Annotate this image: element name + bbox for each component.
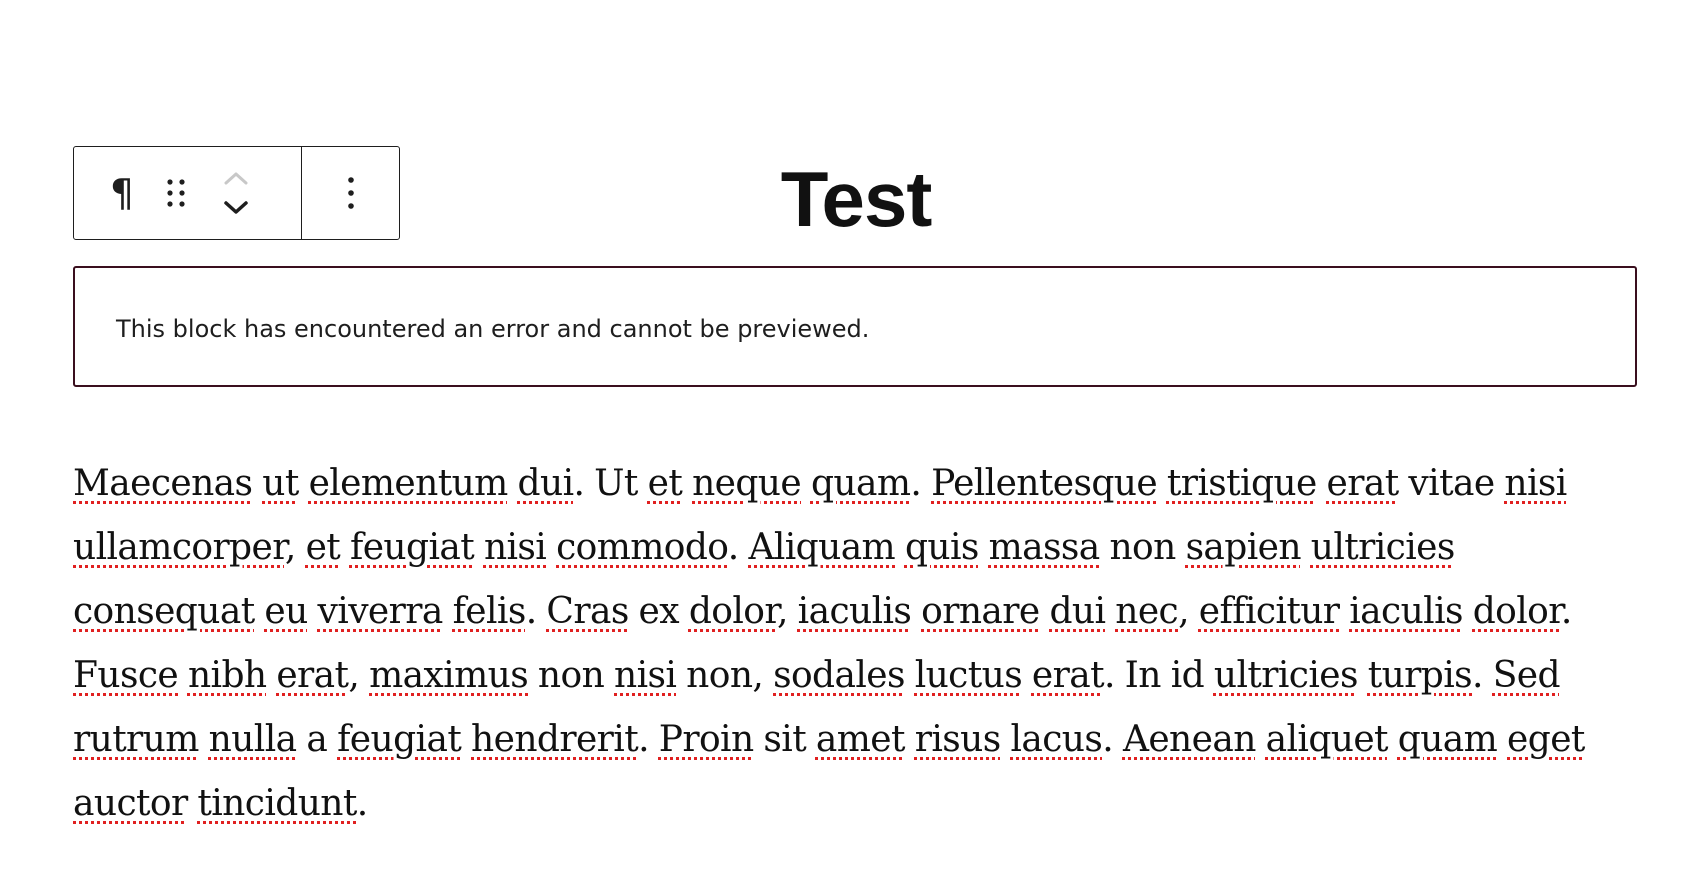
misspelled-word: risus bbox=[914, 719, 1001, 760]
paragraph-text bbox=[266, 655, 276, 696]
misspelled-word: elementum bbox=[308, 463, 508, 504]
paragraph-text: a bbox=[296, 719, 338, 760]
misspelled-word: commodo bbox=[556, 527, 728, 568]
block-error-notice[interactable] bbox=[73, 266, 1637, 387]
misspelled-word: Aliquam bbox=[748, 527, 896, 568]
misspelled-word: ultricies bbox=[1213, 655, 1358, 696]
misspelled-word: quis bbox=[904, 527, 979, 568]
block-movers bbox=[216, 153, 256, 233]
paragraph-line bbox=[73, 644, 1653, 708]
paragraph-text bbox=[252, 463, 262, 504]
paragraph-text: . Ut bbox=[573, 463, 648, 504]
misspelled-word: neque bbox=[692, 463, 802, 504]
paragraph-text bbox=[1040, 591, 1050, 632]
misspelled-word: eget bbox=[1507, 719, 1585, 760]
paragraph-text: vitae bbox=[1398, 463, 1505, 504]
paragraph-text: . bbox=[525, 591, 547, 632]
paragraph-text: . bbox=[1472, 655, 1493, 696]
misspelled-word: Cras bbox=[546, 591, 629, 632]
paragraph-text bbox=[682, 463, 692, 504]
paragraph-text bbox=[801, 463, 811, 504]
misspelled-word: turpis bbox=[1367, 655, 1473, 696]
paragraph-text bbox=[905, 655, 915, 696]
misspelled-word: consequat bbox=[73, 591, 255, 632]
misspelled-word: et bbox=[647, 463, 683, 504]
paragraph-text bbox=[979, 527, 989, 568]
error-message: This block has encountered an error and cannot be previewed. bbox=[116, 314, 870, 343]
paragraph-text bbox=[905, 719, 915, 760]
misspelled-word: viverra bbox=[317, 591, 443, 632]
misspelled-word: dolor bbox=[688, 591, 777, 632]
paragraph-text: ex bbox=[628, 591, 689, 632]
misspelled-word: Maecenas bbox=[73, 463, 253, 504]
paragraph-text bbox=[1339, 591, 1349, 632]
paragraph-text: . In id bbox=[1103, 655, 1214, 696]
paragraph-text bbox=[308, 591, 318, 632]
misspelled-word: quam bbox=[1397, 719, 1498, 760]
paragraph-text bbox=[1388, 719, 1398, 760]
misspelled-word: sapien bbox=[1185, 527, 1301, 568]
misspelled-word: ullamcorper bbox=[73, 527, 285, 568]
misspelled-word: nisi bbox=[1504, 463, 1567, 504]
misspelled-word: Sed bbox=[1492, 655, 1560, 696]
misspelled-word: sodales bbox=[773, 655, 905, 696]
misspelled-word: felis bbox=[452, 591, 526, 632]
misspelled-word: nisi bbox=[614, 655, 677, 696]
misspelled-word: eu bbox=[264, 591, 308, 632]
misspelled-word: tincidunt bbox=[197, 783, 357, 824]
move-down-button[interactable] bbox=[216, 193, 256, 223]
paragraph-text bbox=[1317, 463, 1327, 504]
paragraph-text bbox=[1001, 719, 1011, 760]
paragraph-line bbox=[73, 516, 1653, 580]
paragraph-text: non bbox=[1099, 527, 1186, 568]
misspelled-word: et bbox=[305, 527, 341, 568]
misspelled-word: auctor bbox=[73, 783, 188, 824]
chevron-up-icon bbox=[223, 170, 249, 186]
drag-handle-icon[interactable] bbox=[156, 168, 196, 218]
misspelled-word: massa bbox=[988, 527, 1100, 568]
misspelled-word: erat bbox=[1031, 655, 1104, 696]
misspelled-word: dolor bbox=[1472, 591, 1561, 632]
paragraph-text bbox=[1301, 527, 1311, 568]
paragraph-text bbox=[911, 591, 921, 632]
misspelled-word: amet bbox=[815, 719, 905, 760]
misspelled-word: maximus bbox=[369, 655, 529, 696]
paragraph-text bbox=[188, 783, 198, 824]
misspelled-word: efficitur bbox=[1198, 591, 1340, 632]
misspelled-word: nibh bbox=[187, 655, 267, 696]
misspelled-word: iaculis bbox=[1349, 591, 1463, 632]
more-vertical-icon bbox=[346, 175, 356, 211]
paragraph-text: , bbox=[776, 591, 798, 632]
more-options-button[interactable] bbox=[331, 163, 371, 223]
paragraph-text: , bbox=[284, 527, 306, 568]
paragraph-text bbox=[1157, 463, 1167, 504]
misspelled-word: Pellentesque bbox=[931, 463, 1158, 504]
misspelled-word: erat bbox=[1326, 463, 1399, 504]
paragraph-line bbox=[73, 772, 1653, 836]
paragraph-text: sit bbox=[753, 719, 816, 760]
misspelled-word: lacus bbox=[1010, 719, 1103, 760]
paragraph-line bbox=[73, 452, 1653, 516]
paragraph-text: , bbox=[1178, 591, 1199, 632]
misspelled-word: ultricies bbox=[1310, 527, 1455, 568]
paragraph-text bbox=[474, 527, 484, 568]
block-toolbar bbox=[73, 146, 400, 240]
misspelled-word: Proin bbox=[658, 719, 754, 760]
paragraph-glyph: ¶ bbox=[109, 171, 135, 215]
misspelled-word: quam bbox=[810, 463, 911, 504]
misspelled-word: dui bbox=[517, 463, 574, 504]
paragraph-text: . bbox=[1102, 719, 1123, 760]
misspelled-word: luctus bbox=[914, 655, 1023, 696]
misspelled-word: aliquet bbox=[1265, 719, 1388, 760]
paragraph-text bbox=[461, 719, 471, 760]
paragraph-line bbox=[73, 580, 1653, 644]
paragraph-text: . bbox=[727, 527, 749, 568]
paragraph-text bbox=[255, 591, 265, 632]
paragraph-text bbox=[1358, 655, 1368, 696]
paragraph-text bbox=[340, 527, 350, 568]
paragraph-text bbox=[546, 527, 556, 568]
misspelled-word: dui bbox=[1049, 591, 1106, 632]
paragraph-text bbox=[1022, 655, 1032, 696]
paragraph-text bbox=[178, 655, 188, 696]
paragraph-block[interactable] bbox=[73, 452, 1653, 836]
paragraph-text bbox=[299, 463, 309, 504]
misspelled-word: nec bbox=[1115, 591, 1179, 632]
misspelled-word: ut bbox=[262, 463, 299, 504]
misspelled-word: erat bbox=[276, 655, 349, 696]
misspelled-word: iaculis bbox=[797, 591, 912, 632]
misspelled-word: Fusce bbox=[73, 655, 179, 696]
paragraph-text: . bbox=[910, 463, 932, 504]
paragraph-text bbox=[443, 591, 453, 632]
paragraph-text bbox=[508, 463, 518, 504]
toolbar-options-group bbox=[302, 147, 399, 239]
misspelled-word: Aenean bbox=[1122, 719, 1256, 760]
paragraph-text bbox=[895, 527, 905, 568]
misspelled-word: nulla bbox=[208, 719, 297, 760]
move-up-button[interactable] bbox=[216, 163, 256, 193]
paragraph-text: , bbox=[348, 655, 370, 696]
misspelled-word: hendrerit bbox=[471, 719, 639, 760]
misspelled-word: feugiat bbox=[349, 527, 475, 568]
paragraph-line bbox=[73, 708, 1653, 772]
paragraph-icon[interactable] bbox=[102, 168, 142, 218]
paragraph-text: non bbox=[528, 655, 615, 696]
toolbar-main-group bbox=[74, 147, 302, 239]
paragraph-text: . bbox=[356, 783, 368, 824]
paragraph-text: . bbox=[1560, 591, 1572, 632]
misspelled-word: rutrum bbox=[73, 719, 199, 760]
post-title[interactable]: Test bbox=[780, 155, 932, 244]
misspelled-word: feugiat bbox=[337, 719, 462, 760]
paragraph-text bbox=[199, 719, 209, 760]
paragraph-text bbox=[1256, 719, 1266, 760]
paragraph-text: non, bbox=[676, 655, 774, 696]
misspelled-word: tristique bbox=[1166, 463, 1317, 504]
misspelled-word: nisi bbox=[483, 527, 547, 568]
paragraph-text: . bbox=[638, 719, 659, 760]
paragraph-text bbox=[1105, 591, 1115, 632]
chevron-down-icon bbox=[223, 200, 249, 216]
paragraph-text bbox=[1463, 591, 1473, 632]
paragraph-text bbox=[1497, 719, 1507, 760]
misspelled-word: ornare bbox=[921, 591, 1040, 632]
